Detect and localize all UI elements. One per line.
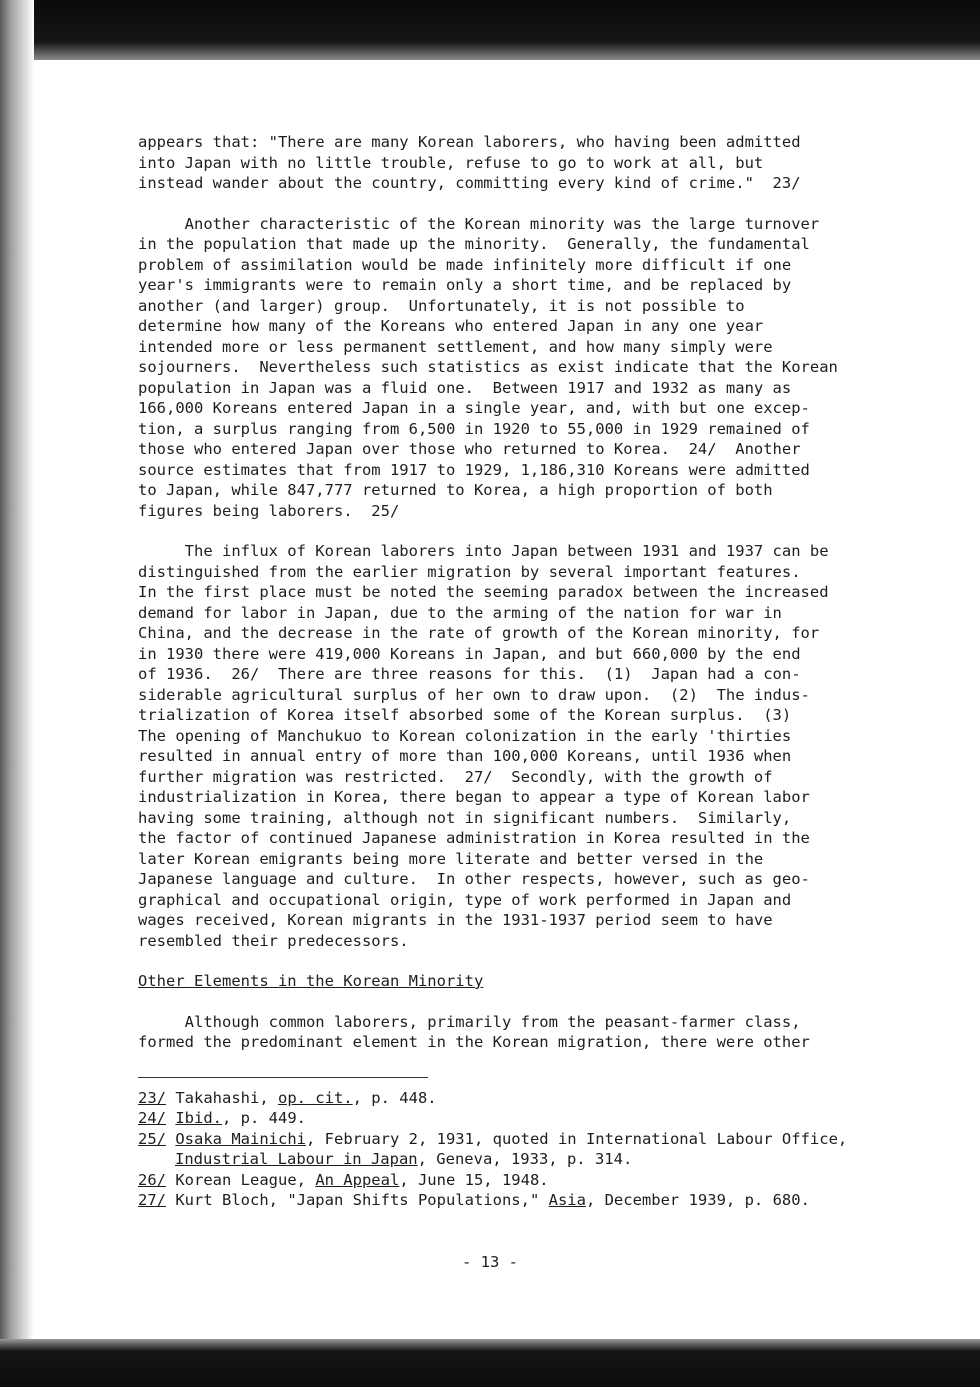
footnote-number: 27/ [138,1191,166,1209]
text-line: to Japan, while 847,777 returned to Korea, a high proportion of both [138,481,773,499]
text-line: Although common laborers, primarily from the peasant-farmer class, [138,1012,801,1031]
text-line: source estimates that from 1917 to 1929, 1,186,310 Koreans were admitted [138,460,810,479]
footnote-number: 23/ [138,1088,166,1107]
text-line: Another characteristic of the Korean minority was the large turnover [138,214,820,233]
document-page [138,132,898,1211]
footnote-24: 24/ Ibid., p. 449. [138,1109,307,1127]
section-heading: Other Elements in the Korean Minority [138,972,484,990]
scan-top-border [0,0,980,60]
footnote-rule [138,1077,428,1078]
scan-bottom-border [0,1339,980,1387]
text-line: resulted in annual entry of more than 100,000 Koreans, until 1936 when [138,747,792,765]
footnotes [138,1088,898,1211]
paragraph-3 [138,541,898,951]
text-line: intended more or less permanent settlement, and how many simply were [138,337,773,356]
footnote-26: 26/ Korean League, An Appeal, June 15, 1948. [138,1170,549,1189]
footnote-number: 25/ [138,1129,166,1148]
paragraph-4 [138,1012,898,1053]
text-line: In the first place must be noted the seeming paradox between the increased [138,583,829,601]
text-line: tion, a surplus ranging from 6,500 in 1920 to 55,000 in 1929 remained of [138,419,810,438]
text-line: The influx of Korean laborers into Japan between 1931 and 1937 can be [138,542,829,560]
text-line: 166,000 Koreans entered Japan in a single year, and, with but one excep- [138,399,810,417]
footnote-25-line2: Industrial Labour in Japan, Geneva, 1933, p. 314. [175,1150,633,1168]
paragraph-1 [138,132,898,194]
text-line: resembled their predecessors. [138,931,409,950]
text-line: industrialization in Korea, there began to appear a type of Korean labor [138,788,810,806]
page-number: - 13 - [462,1253,518,1271]
text-line: determine how many of the Koreans who entered Japan in any one year [138,317,764,335]
text-line: formed the predominant element in the Korean migration, there were other [138,1033,810,1051]
text-line: sojourners. Nevertheless such statistics as exist indicate that the Korean [138,358,838,376]
text-line: in 1930 there were 419,000 Koreans in Japan, and but 660,000 by the end [138,644,801,663]
footnote-23: 23/ Takahashi, op. cit., p. 448. [138,1088,437,1107]
text-line: later Korean emigrants being more literate and better versed in the [138,849,764,868]
text-line: appears that: "There are many Korean laborers, who having been admitted [138,133,801,151]
text-line: having some training, although not in significant numbers. Similarly, [138,808,792,827]
text-line: figures being laborers. 25/ [138,501,400,520]
text-line: wages received, Korean migrants in the 1931-1937 period seem to have [138,911,773,929]
footnote-27: 27/ Kurt Bloch, "Japan Shifts Populations," Asia, December 1939, p. 680. [138,1191,810,1209]
footnote-number: 24/ [138,1109,166,1127]
text-line: another (and larger) group. Unfortunately, it is not possible to [138,296,745,315]
text-line: demand for labor in Japan, due to the arming of the nation for war in [138,603,782,622]
text-line: China, and the decrease in the rate of growth of the Korean minority, for [138,624,820,642]
text-line: trialization of Korea itself absorbed some of the Korean surplus. (3) [138,706,792,724]
text-line: The opening of Manchukuo to Korean colonization in the early 'thirties [138,726,792,745]
text-line: instead wander about the country, committing every kind of crime." 23/ [138,174,801,192]
footnote-number: 26/ [138,1170,166,1189]
text-line: further migration was restricted. 27/ Secondly, with the growth of [138,767,773,786]
text-line: Japanese language and culture. In other respects, however, such as geo- [138,870,810,888]
scan-left-edge [0,0,34,1387]
paragraph-2 [138,214,898,522]
text-line: graphical and occupational origin, type of work performed in Japan and [138,890,792,909]
text-line: problem of assimilation would be made infinitely more difficult if one [138,255,792,274]
footnote-25: 25/ Osaka Mainichi, February 2, 1931, quoted in International Labour Office, [138,1129,848,1148]
text-line: those who entered Japan over those who returned to Korea. 24/ Another [138,440,801,458]
text-line: population in Japan was a fluid one. Between 1917 and 1932 as many as [138,378,792,397]
text-line: distinguished from the earlier migration by several important features. [138,562,801,581]
text-line: into Japan with no little trouble, refuse to go to work at all, but [138,153,764,172]
text-line: siderable agricultural surplus of her own to draw upon. (2) The indus- [138,685,810,704]
text-line: of 1936. 26/ There are three reasons for this. (1) Japan had a con- [138,665,801,683]
text-line: year's immigrants were to remain only a short time, and be replaced by [138,276,792,294]
text-line: the factor of continued Japanese administration in Korea resulted in the [138,829,810,847]
text-line: in the population that made up the minority. Generally, the fundamental [138,235,810,253]
